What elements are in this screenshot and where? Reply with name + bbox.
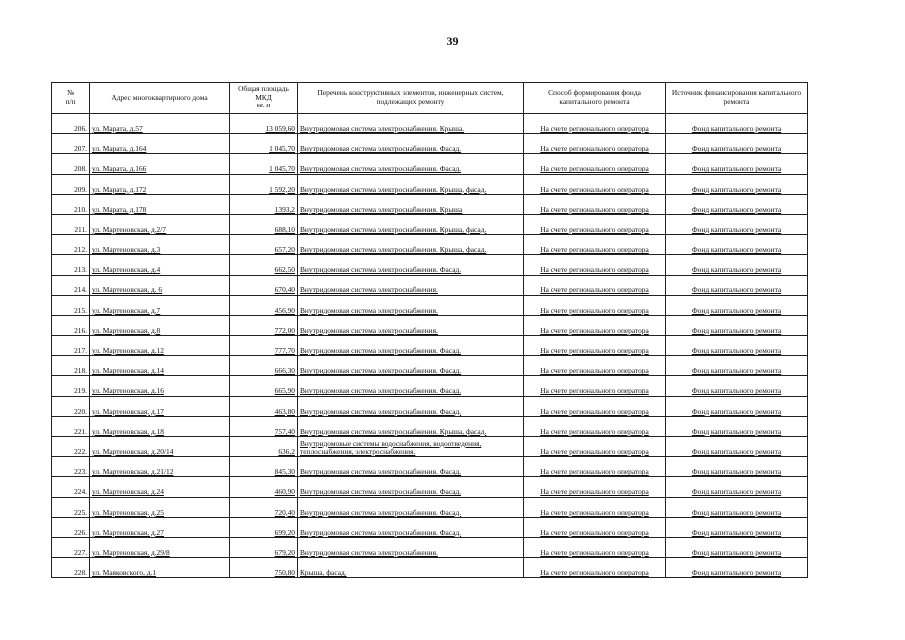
row-method: На счете регионального оператора (524, 497, 666, 517)
row-address: ул. Мартеновская, д.29/8 (90, 537, 230, 557)
row-elements: Внутридомовая система электроснабжения. Фасад. (298, 356, 524, 376)
row-area: 456,90 (230, 295, 298, 315)
row-area: 662,50 (230, 255, 298, 275)
row-source: Фонд капитального ремонта (666, 517, 808, 537)
row-area: 670,40 (230, 275, 298, 295)
row-elements: Внутридомовая система электроснабжения. Крыша. (298, 114, 524, 134)
row-elements: Внутридомовая система электроснабжения. Фасад. (298, 376, 524, 396)
row-elements: Внутридомовая система электроснабжения. Фасад. (298, 457, 524, 477)
table-row (52, 114, 808, 134)
row-source: Фонд капитального ремонта (666, 134, 808, 154)
table-row (52, 315, 808, 335)
table-row (52, 376, 808, 396)
row-number: 212. (52, 235, 90, 255)
row-method: На счете регионального оператора (524, 416, 666, 436)
row-address: ул. Мартеновская, д. 6 (90, 275, 230, 295)
table-row (52, 214, 808, 234)
row-area: 463,80 (230, 396, 298, 416)
table-row (52, 477, 808, 497)
table-row (52, 174, 808, 194)
row-number: 207. (52, 134, 90, 154)
table-row (52, 154, 808, 174)
row-elements: Внутридомовая система электроснабжения. Фасад. (298, 336, 524, 356)
row-area: 1 045,70 (230, 154, 298, 174)
row-number: 208. (52, 154, 90, 174)
row-elements: Внутридомовая система электроснабжения. Фасад. (298, 517, 524, 537)
header-area-label: Общая площадь МКД (238, 83, 289, 102)
header-area (230, 83, 298, 114)
row-address: ул. Мартеновская, д.16 (90, 376, 230, 396)
row-method: На счете регионального оператора (524, 457, 666, 477)
row-address: ул. Мартеновская, д.18 (90, 416, 230, 436)
row-number: 211. (52, 214, 90, 234)
row-method: На счете регионального оператора (524, 295, 666, 315)
row-number: 216. (52, 315, 90, 335)
row-address: ул. Мартеновская, д.20/14 (90, 437, 230, 457)
row-address: ул. Марата, д.57 (90, 114, 230, 134)
row-method: На счете регионального оператора (524, 275, 666, 295)
table-row (52, 558, 808, 578)
header-elements: Перечень конструктивных элементов, инженерных систем, подлежащих ремонту (298, 83, 524, 114)
row-elements: Внутридомовая система электроснабжения. Фасад. (298, 396, 524, 416)
row-elements: Внутридомовые системы водоснабжения, водоотведения, теплоснабжения, электроснабжения. (298, 437, 524, 457)
row-elements: Внутридомовая система электроснабжения. Крыша (298, 194, 524, 214)
row-source: Фонд капитального ремонта (666, 558, 808, 578)
row-number: 215. (52, 295, 90, 315)
row-source: Фонд капитального ремонта (666, 356, 808, 376)
row-number: 227. (52, 537, 90, 557)
table-row (52, 134, 808, 154)
row-source: Фонд капитального ремонта (666, 336, 808, 356)
table-row (52, 336, 808, 356)
header-source: Источник финансирования капитального ремонта (666, 83, 808, 114)
row-method: На счете регионального оператора (524, 134, 666, 154)
row-source: Фонд капитального ремонта (666, 235, 808, 255)
table-row (52, 457, 808, 477)
row-address: ул. Мартеновская, д.14 (90, 356, 230, 376)
row-address: ул. Мартеновская, д.21/12 (90, 457, 230, 477)
row-method: На счете регионального оператора (524, 255, 666, 275)
header-area-unit: кв. м (256, 102, 271, 110)
row-source: Фонд капитального ремонта (666, 275, 808, 295)
row-source: Фонд капитального ремонта (666, 214, 808, 234)
row-address: ул. Мартеновская, д.3 (90, 235, 230, 255)
row-source: Фонд капитального ремонта (666, 376, 808, 396)
row-elements: Внутридомовая система электроснабжения. (298, 275, 524, 295)
row-address: ул. Мартеновская, д.8 (90, 315, 230, 335)
row-number: 220. (52, 396, 90, 416)
row-source: Фонд капитального ремонта (666, 497, 808, 517)
row-address: ул. Мартеновская, д.2/7 (90, 214, 230, 234)
row-source: Фонд капитального ремонта (666, 477, 808, 497)
row-area: 665,90 (230, 376, 298, 396)
row-area: 13 059,60 (230, 114, 298, 134)
row-address: ул. Мартеновская, д.7 (90, 295, 230, 315)
row-source: Фонд капитального ремонта (666, 537, 808, 557)
row-area: 777,70 (230, 336, 298, 356)
row-number: 228. (52, 558, 90, 578)
row-method: На счете регионального оператора (524, 174, 666, 194)
row-method: На счете регионального оператора (524, 315, 666, 335)
row-address: ул. Марата, д.166 (90, 154, 230, 174)
header-num: № п/п (52, 83, 90, 114)
row-elements: Внутридомовая система электроснабжения. (298, 295, 524, 315)
row-source: Фонд капитального ремонта (666, 416, 808, 436)
row-address: ул. Мартеновская, д.25 (90, 497, 230, 517)
row-elements: Внутридомовая система электроснабжения. Крыша, фасад. (298, 214, 524, 234)
row-method: На счете регионального оператора (524, 537, 666, 557)
row-number: 217. (52, 336, 90, 356)
header-address: Адрес многоквартирного дома (90, 83, 230, 114)
row-area: 1 592,20 (230, 174, 298, 194)
row-number: 210. (52, 194, 90, 214)
table-row (52, 517, 808, 537)
row-method: На счете регионального оператора (524, 214, 666, 234)
table-row (52, 295, 808, 315)
row-source: Фонд капитального ремонта (666, 295, 808, 315)
row-elements: Внутридомовая система электроснабжения. (298, 315, 524, 335)
row-number: 223. (52, 457, 90, 477)
row-method: На счете регионального оператора (524, 336, 666, 356)
row-address: ул. Марата, д.178 (90, 194, 230, 214)
table-row (52, 255, 808, 275)
row-number: 218. (52, 356, 90, 376)
table-row (52, 235, 808, 255)
row-number: 224. (52, 477, 90, 497)
row-number: 219. (52, 376, 90, 396)
row-address: ул. Мартеновская, д.4 (90, 255, 230, 275)
row-source: Фонд капитального ремонта (666, 114, 808, 134)
header-method: Способ формирования фонда капитального ремонта (524, 83, 666, 114)
table-row (52, 416, 808, 436)
row-number: 222. (52, 437, 90, 457)
row-elements: Внутридомовая система электроснабжения. Фасад. (298, 154, 524, 174)
table-row (52, 497, 808, 517)
row-number: 214. (52, 275, 90, 295)
row-area: 750,80 (230, 558, 298, 578)
table-header-row (52, 83, 808, 114)
row-address: ул. Марата, д.172 (90, 174, 230, 194)
row-source: Фонд капитального ремонта (666, 315, 808, 335)
row-elements: Внутридомовая система электроснабжения. Фасад. (298, 477, 524, 497)
row-address: ул. Мартеновская, д.17 (90, 396, 230, 416)
row-elements: Внутридомовая система электроснабжения. (298, 537, 524, 557)
row-method: На счете регионального оператора (524, 376, 666, 396)
row-method: На счете регионального оператора (524, 477, 666, 497)
row-elements: Внутридомовая система электроснабжения. Крыша, фасад. (298, 174, 524, 194)
row-area: 845,30 (230, 457, 298, 477)
row-number: 221. (52, 416, 90, 436)
table-row (52, 537, 808, 557)
row-number: 209. (52, 174, 90, 194)
row-area: 757,40 (230, 416, 298, 436)
row-source: Фонд капитального ремонта (666, 437, 808, 457)
row-elements: Крыша, фасад. (298, 558, 524, 578)
row-source: Фонд капитального ремонта (666, 194, 808, 214)
row-area: 666,30 (230, 356, 298, 376)
row-source: Фонд капитального ремонта (666, 154, 808, 174)
table-row (52, 356, 808, 376)
row-elements: Внутридомовая система электроснабжения. Фасад. (298, 497, 524, 517)
row-method: На счете регионального оператора (524, 154, 666, 174)
table-row (52, 437, 808, 457)
row-method: На счете регионального оператора (524, 517, 666, 537)
row-area: 636,2 (230, 437, 298, 457)
row-area: 720,40 (230, 497, 298, 517)
row-elements: Внутридомовая система электроснабжения. Крыша, фасад. (298, 416, 524, 436)
page-number: 39 (446, 34, 459, 48)
row-address: ул. Марата, д.164 (90, 134, 230, 154)
row-number: 206. (52, 114, 90, 134)
row-source: Фонд капитального ремонта (666, 174, 808, 194)
row-number: 213. (52, 255, 90, 275)
row-number: 226. (52, 517, 90, 537)
table-row (52, 275, 808, 295)
row-area: 699,20 (230, 517, 298, 537)
row-method: На счете регионального оператора (524, 194, 666, 214)
row-area: 657,20 (230, 235, 298, 255)
table-row (52, 194, 808, 214)
row-number: 225. (52, 497, 90, 517)
row-method: На счете регионального оператора (524, 558, 666, 578)
row-area: 772,00 (230, 315, 298, 335)
row-address: ул. Маяковского, д.1 (90, 558, 230, 578)
row-method: На счете регионального оператора (524, 235, 666, 255)
row-area: 679,20 (230, 537, 298, 557)
repair-register-table (51, 82, 808, 578)
row-method: На счете регионального оператора (524, 356, 666, 376)
row-address: ул. Мартеновская, д.27 (90, 517, 230, 537)
row-area: 1393,2 (230, 194, 298, 214)
row-source: Фонд капитального ремонта (666, 255, 808, 275)
row-elements: Внутридомовая система электроснабжения. Фасад. (298, 255, 524, 275)
row-source: Фонд капитального ремонта (666, 396, 808, 416)
row-area: 688,10 (230, 214, 298, 234)
row-elements: Внутридомовая система электроснабжения. Крыша, фасад. (298, 235, 524, 255)
row-source: Фонд капитального ремонта (666, 457, 808, 477)
row-address: ул. Мартеновская, д.12 (90, 336, 230, 356)
table-row (52, 396, 808, 416)
row-area: 460,90 (230, 477, 298, 497)
row-address: ул. Мартеновская, д.24 (90, 477, 230, 497)
row-elements: Внутридомовая система электроснабжения. Фасад. (298, 134, 524, 154)
row-method: На счете регионального оператора (524, 114, 666, 134)
row-method: На счете регионального оператора (524, 396, 666, 416)
row-area: 1 045,70 (230, 134, 298, 154)
row-method: На счете регионального оператора (524, 437, 666, 457)
